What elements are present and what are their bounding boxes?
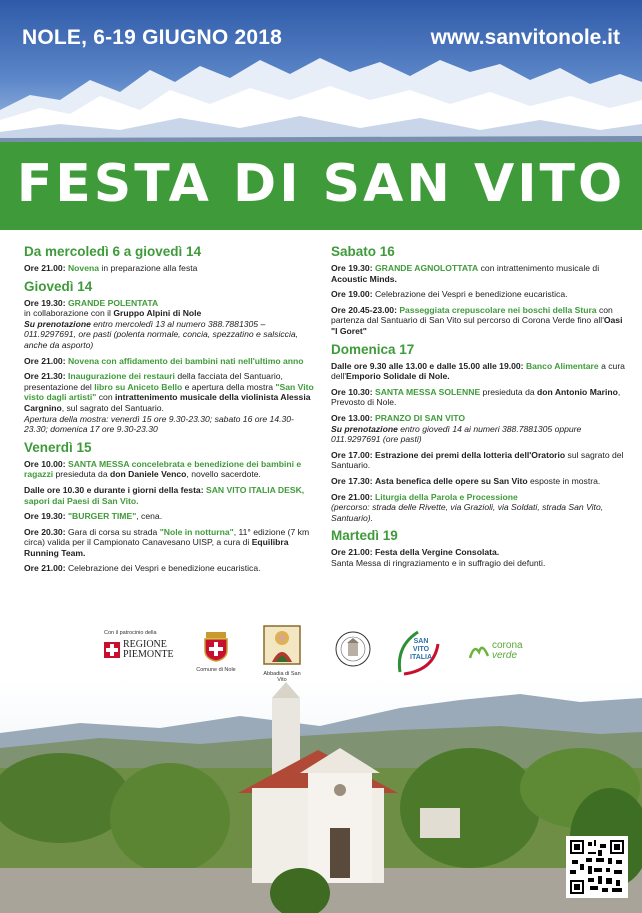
date-place: NOLE, 6-19 GIUGNO 2018 xyxy=(22,26,282,49)
program-column-right xyxy=(331,240,629,573)
program-item: Ore 21.00: Novena con affidamento dei bambini nati nell'ultimo anno xyxy=(24,355,304,366)
church-photo xyxy=(0,678,642,913)
regione-piemonte-logo: Con il patrocinio della REGIONE PIEMONTE xyxy=(104,630,174,660)
page-title: FESTA DI SAN VITO xyxy=(16,154,626,214)
day-heading: Sabato 16 xyxy=(331,244,395,259)
leaf-crown-icon xyxy=(468,640,490,662)
san-vito-italia-logo: SAN VITO ITALIA xyxy=(394,626,444,683)
program-column-left xyxy=(24,240,316,579)
day-heading: Da mercoledì 6 a giovedì 14 xyxy=(24,244,202,259)
program-item: Ore 19.00: Celebrazione dei Vespri e benedizione eucaristica. xyxy=(331,289,568,300)
program-item: Ore 20.45-23.00: Passeggiata crepuscolare nei boschi della Stura con partenza dal Santuario di San Vito sul percorso di Corona Verde fino all'Oasi "I Goret" xyxy=(331,304,623,336)
program-item: Ore 10.00: SANTA MESSA concelebrata e benedizione dei bambini e ragazzi presieduta da don Daniele Venco, novello sacerdote. xyxy=(24,458,302,480)
program-item: Ore 21.30: Inaugurazione dei restauri della facciata del Santuario, presentazione del libro su Aniceto Bello e apertura della mostra "San Vito visto dagli artisti" con intrattenimento musicale della violinista Alessia Cargnino, sul sagrato del Santuario. Apertura della mostra: venerdì 15 ore 9.30-23.30; sabato 16 ore 14.30-23.30; domenica 17 ore 9.30-23.30 xyxy=(24,371,314,435)
sponsor-logos xyxy=(0,622,642,684)
circular-seal-logo xyxy=(334,630,374,673)
mountains-illustration xyxy=(0,0,642,142)
program-item: Ore 21.00: Festa della Vergine Consolata. Santa Messa di ringraziamento e in suffragio dei defunti. xyxy=(331,547,546,568)
day-heading: Martedì 19 xyxy=(331,528,398,544)
seal-icon xyxy=(334,630,372,668)
title-banner xyxy=(0,142,642,230)
day-heading: Domenica 17 xyxy=(331,341,415,357)
abbadia-san-vito-logo: Abbadia di San Vito xyxy=(258,624,306,683)
program-item: Ore 21.00: Celebrazione dei Vespri e benedizione eucaristica. xyxy=(24,563,261,574)
program-item: Ore 21.00: Novena in preparazione alla festa xyxy=(24,263,198,273)
program-item: Ore 19.30: GRANDE POLENTATA in collaborazione con il Gruppo Alpini di Nole Su prenotazione entro mercoledì 13 al numero 388.7881305 – 011.9297691, ore pasti (polenta normale, concia, spezzatino e salsiccia, anche da asporto) xyxy=(24,297,299,350)
corona-verde-logo: corona verde xyxy=(468,640,548,662)
program-item: Dalle ore 9.30 alle 13.00 e dalle 15.00 alle 19.00: Banco Alimentare a cura dell'Emporio Solidale di Nole. xyxy=(331,360,625,382)
day-heading: Giovedì 14 xyxy=(24,278,93,294)
program-item: Ore 17.30: Asta benefica delle opere su San Vito esposte in mostra. xyxy=(331,475,601,486)
saint-portrait-icon xyxy=(262,624,302,666)
qr-code[interactable] xyxy=(566,836,628,898)
coat-of-arms-icon xyxy=(201,630,231,662)
header-sky xyxy=(0,0,642,142)
program-item: Ore 17.00: Estrazione dei premi della lotteria dell'Oratorio sul sagrato del Santuario. xyxy=(331,449,624,471)
red-cross-icon xyxy=(104,642,120,658)
program-item: Dalle ore 10.30 e durante i giorni della festa: SAN VITO ITALIA DESK, sapori dai Paesi di San Vito. xyxy=(24,484,305,506)
program-item: Ore 21.00: Liturgia della Parola e Processione (percorso: strada delle Rivette, via Grazioli, via Soldati, strada San Vito, Santuario). xyxy=(331,491,604,523)
program-item: Ore 10.30: SANTA MESSA SOLENNE presieduta da don Antonio Marino, Prevosto di Nole. xyxy=(331,386,621,408)
church-landscape-illustration xyxy=(0,678,642,913)
program-item: Ore 19.30: GRANDE AGNOLOTTATA con intrattenimento musicale di Acoustic Minds. xyxy=(331,263,600,284)
program-item: Ore 20.30: Gara di corsa su strada "Nole in notturna", 11° edizione (7 km circa) valida per il Campionato Canavesano UISP, a cura di Equilibra Running Team. xyxy=(24,526,310,558)
program-item: Ore 19.30: "BURGER TIME", cena. xyxy=(24,511,163,522)
website-link[interactable]: www.sanvitonole.it xyxy=(430,26,620,49)
qr-code-icon xyxy=(568,838,626,896)
day-heading: Venerdì 15 xyxy=(24,439,92,455)
program-item: Ore 13.00: PRANZO DI SAN VITO Su prenotazione entro giovedì 14 ai numeri 388.7881305 oppure 011.9297691 (ore pasti) xyxy=(331,412,582,445)
comune-di-nole-logo: Comune di Nole xyxy=(196,630,236,673)
